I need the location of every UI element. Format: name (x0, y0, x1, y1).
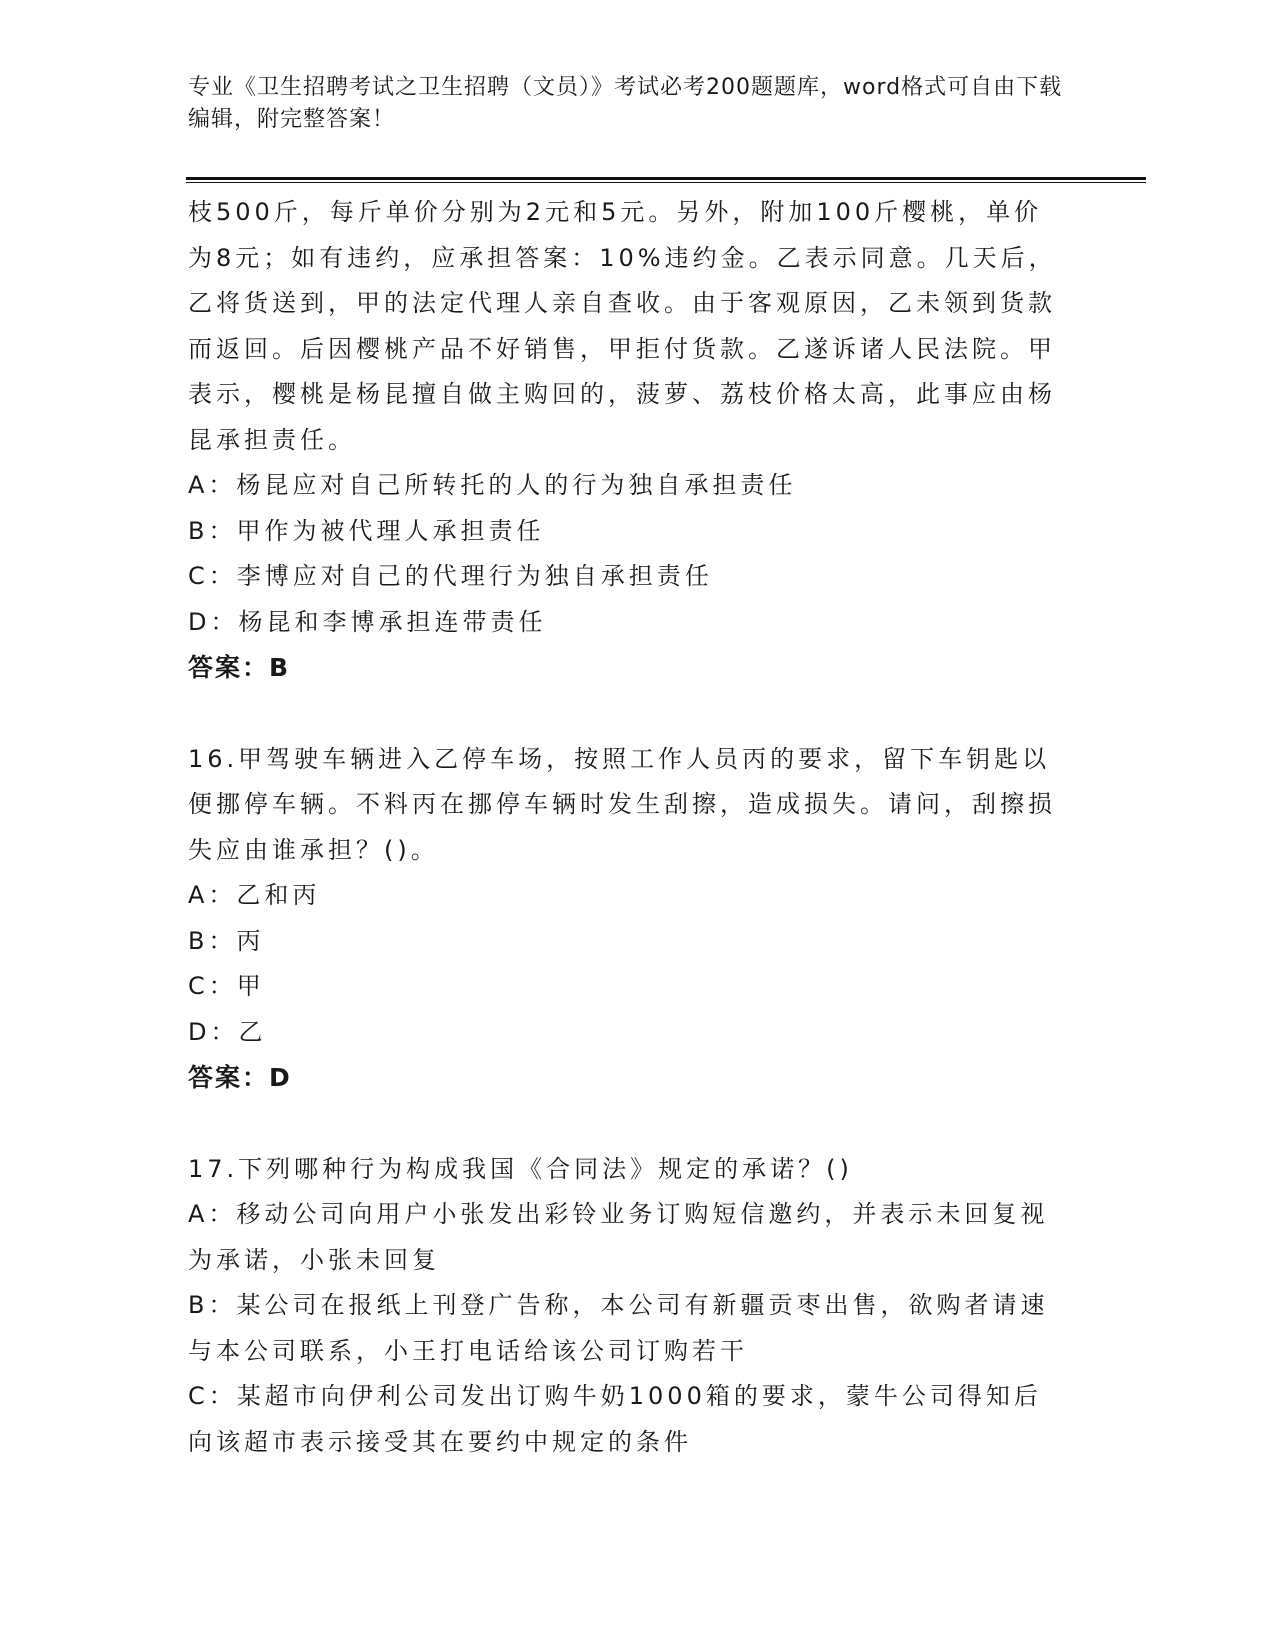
header-divider-thin (186, 182, 1146, 183)
question-17 (188, 1147, 1068, 1466)
answer-line: 答案：D (188, 1063, 292, 1092)
document-body (188, 190, 1068, 1465)
header-divider-thick (186, 177, 1146, 180)
option-b: B：甲作为被代理人承担责任 (188, 516, 545, 545)
option-a: A：杨昆应对自己所转托的人的行为独自承担责任 (188, 471, 797, 499)
option-b: B：丙 (188, 926, 265, 955)
question-stem: 16.甲驾驶车辆进入乙停车场，按照工作人员丙的要求，留下车钥匙以便挪停车辆。不料丙在挪停车辆时发生刮擦，造成损失。请问，刮擦损失应由谁承担？()。 (188, 744, 1056, 864)
option-b: B：某公司在报纸上刊登广告称，本公司有新疆贡枣出售，欲购者请速与本公司联系，小王打电话给该公司订购若干 (188, 1291, 1049, 1365)
question-continued (188, 190, 1068, 691)
page-header: 专业《卫生招聘考试之卫生招聘（文员）》考试必考200题题库，word格式可自由下载编辑，附完整答案！ (188, 75, 1063, 132)
option-c: C：李博应对自己的代理行为独自承担责任 (188, 562, 713, 590)
question-16 (188, 737, 1068, 1101)
question-stem: 枝500斤，每斤单价分别为2元和5元。另外，附加100斤樱桃，单价为8元；如有违约，应承担答案：10%违约金。乙表示同意。几天后，乙将货送到，甲的法定代理人亲自查收。由于客观原因，乙未领到货款而返回。后因樱桃产品不好销售，甲拒付货款。乙遂诉诸人民法院。甲表示，樱桃是杨昆擅自做主购回的，菠萝、荔枝价格太高，此事应由杨昆承担责任。 (188, 198, 1057, 454)
option-c: C：甲 (188, 972, 265, 1000)
option-d: D：乙 (188, 1017, 267, 1046)
option-a: A：乙和丙 (188, 881, 321, 909)
option-a: A：移动公司向用户小张发出彩铃业务订购短信邀约，并表示未回复视为承诺，小张未回复 (188, 1200, 1049, 1274)
answer-line: 答案：B (188, 653, 291, 682)
option-d: D：杨昆和李博承担连带责任 (188, 607, 547, 636)
option-c: C：某超市向伊利公司发出订购牛奶1000箱的要求，蒙牛公司得知后向该超市表示接受其在要约中规定的条件 (188, 1382, 1042, 1456)
question-stem: 17.下列哪种行为构成我国《合同法》规定的承诺？() (188, 1154, 853, 1183)
